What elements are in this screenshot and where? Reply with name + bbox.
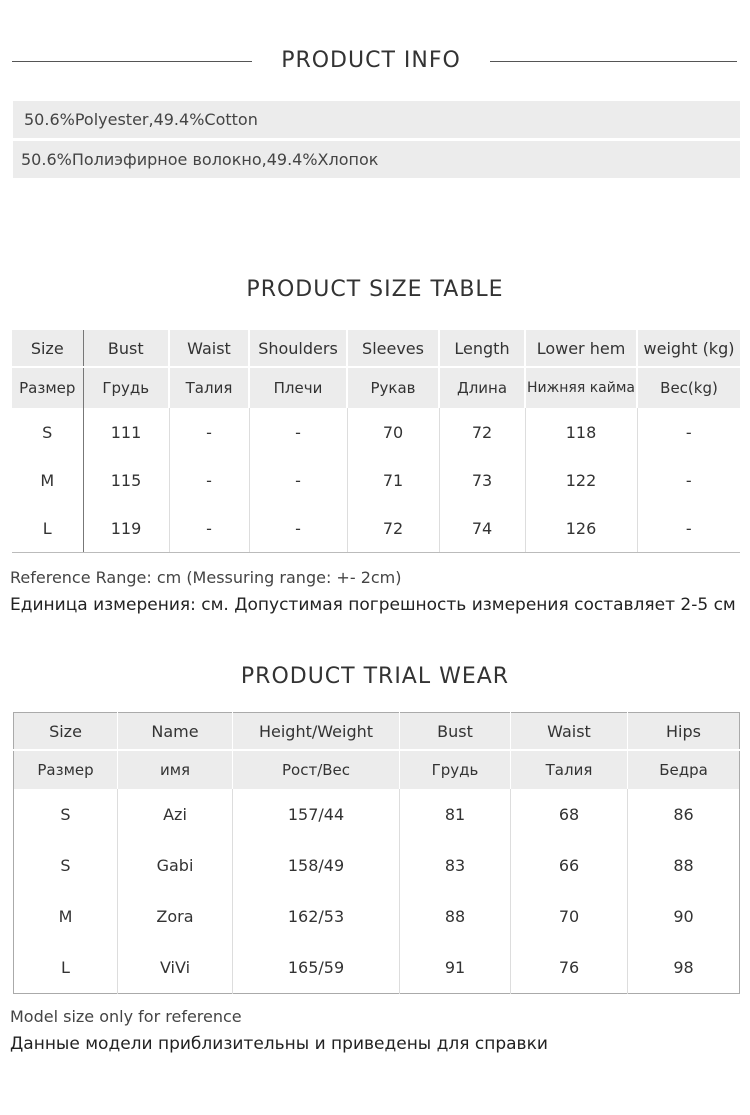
table-cell: - <box>685 422 692 442</box>
trial-header-cell: Waist <box>511 713 628 751</box>
table-row <box>14 789 740 840</box>
table-cell: S <box>14 789 118 840</box>
size-note-ru: Единица измерения: см. Допустимая погрешность измерения составляет 2-5 см <box>10 595 736 615</box>
size-header-cell: Sleeves <box>347 330 439 367</box>
material-en: 50.6%Polyester,49.4%Cotton <box>13 101 740 138</box>
table-cell: 83 <box>400 840 511 891</box>
size-table <box>12 330 740 553</box>
size-header-cell: Нижняя кайма <box>525 367 637 408</box>
material-ru: 50.6%Полиэфирное волокно,49.4%Хлопок <box>13 141 740 178</box>
table-cell: 91 <box>400 942 511 994</box>
trial-header-cell: Hips <box>628 713 740 751</box>
table-cell: 71 <box>347 456 439 504</box>
table-cell: - <box>685 470 692 490</box>
table-cell: - <box>169 504 249 553</box>
table-cell: 90 <box>673 907 694 926</box>
trial-header-en <box>14 713 740 751</box>
size-table-title: PRODUCT SIZE TABLE <box>246 277 504 302</box>
table-cell: - <box>249 456 347 504</box>
table-cell: ViVi <box>118 942 233 994</box>
trial-header-cell: Рост/Вес <box>233 750 400 789</box>
table-cell: 86 <box>673 805 694 824</box>
table-cell: - <box>637 504 740 553</box>
table-cell: M <box>12 456 83 504</box>
table-cell: 76 <box>511 942 628 994</box>
table-cell: 119 <box>83 504 169 553</box>
table-row <box>12 456 740 504</box>
table-cell: - <box>249 504 347 553</box>
size-header-cell: Плечи <box>249 367 347 408</box>
size-note-en: Reference Range: cm (Messuring range: +- 2cm) <box>10 568 402 587</box>
size-header-cell: Грудь <box>83 367 169 408</box>
trial-wear-table <box>13 712 740 994</box>
table-cell: 98 <box>673 958 694 977</box>
product-info-title: PRODUCT INFO <box>281 48 461 73</box>
table-row <box>14 891 740 942</box>
size-header-ru <box>12 367 740 408</box>
table-cell: Zora <box>118 891 233 942</box>
size-header-cell: Length <box>439 330 525 367</box>
table-cell: S <box>12 408 83 456</box>
table-cell: 72 <box>347 504 439 553</box>
size-header-cell: Размер <box>12 367 83 408</box>
product-info-header <box>0 40 750 84</box>
size-header-cell: Size <box>12 330 83 367</box>
trial-note-ru: Данные модели приблизительны и приведены для справки <box>10 1034 548 1054</box>
trial-header-cell: Size <box>14 713 118 751</box>
divider-left <box>12 61 252 62</box>
size-header-cell: Талия <box>169 367 249 408</box>
table-cell: 88 <box>400 891 511 942</box>
table-cell: - <box>249 408 347 456</box>
trial-header-cell: имя <box>118 750 233 789</box>
table-cell: 162/53 <box>233 891 400 942</box>
table-cell: Gabi <box>118 840 233 891</box>
table-row <box>14 840 740 891</box>
table-cell: M <box>14 891 118 942</box>
trial-header-ru <box>14 750 740 789</box>
table-cell: 157/44 <box>233 789 400 840</box>
table-cell: L <box>14 942 118 994</box>
table-cell: 118 <box>525 408 637 456</box>
size-header-cell: Shoulders <box>249 330 347 367</box>
size-header-cell: weight (kg) <box>637 330 740 367</box>
table-cell: 70 <box>347 408 439 456</box>
trial-wear-title: PRODUCT TRIAL WEAR <box>240 664 510 689</box>
size-header-cell: Вес(kg) <box>637 367 740 408</box>
table-row <box>12 408 740 456</box>
size-header-cell: Рукав <box>347 367 439 408</box>
table-cell: 115 <box>83 456 169 504</box>
divider-right <box>490 61 737 62</box>
table-cell: - <box>169 408 249 456</box>
table-row <box>14 942 740 994</box>
trial-header-cell: Name <box>118 713 233 751</box>
table-cell: 165/59 <box>233 942 400 994</box>
table-cell: 111 <box>83 408 169 456</box>
table-row <box>12 504 740 553</box>
table-cell: S <box>14 840 118 891</box>
size-header-cell: Длина <box>439 367 525 408</box>
table-cell: 66 <box>511 840 628 891</box>
table-cell: Azi <box>118 789 233 840</box>
trial-header-cell: Бедра <box>628 750 740 789</box>
table-cell: 70 <box>511 891 628 942</box>
trial-note-en: Model size only for reference <box>10 1007 242 1026</box>
table-cell: 74 <box>439 504 525 553</box>
table-cell: 158/49 <box>233 840 400 891</box>
table-cell: 81 <box>400 789 511 840</box>
trial-header-cell: Height/Weight <box>233 713 400 751</box>
size-header-cell: Lower hem <box>525 330 637 367</box>
trial-header-cell: Размер <box>14 750 118 789</box>
size-header-en <box>12 330 740 367</box>
table-cell: - <box>169 456 249 504</box>
table-cell: 72 <box>439 408 525 456</box>
trial-header-cell: Bust <box>400 713 511 751</box>
trial-header-cell: Талия <box>511 750 628 789</box>
table-cell: L <box>12 504 83 553</box>
table-cell: 68 <box>511 789 628 840</box>
size-header-cell: Bust <box>83 330 169 367</box>
table-cell: 126 <box>525 504 637 553</box>
trial-header-cell: Грудь <box>400 750 511 789</box>
table-cell: 122 <box>525 456 637 504</box>
table-cell: 73 <box>439 456 525 504</box>
table-cell: 88 <box>673 856 694 875</box>
size-header-cell: Waist <box>169 330 249 367</box>
